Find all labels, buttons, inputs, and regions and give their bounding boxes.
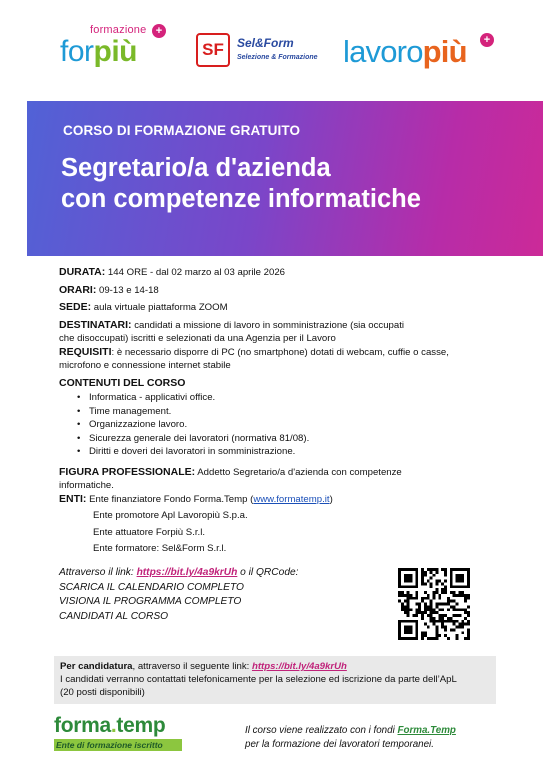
orari-value: 09-13 e 14-18 [96, 284, 159, 296]
requisiti-label: REQUISITI [59, 345, 112, 358]
course-info [59, 266, 519, 556]
enti-row [59, 493, 519, 507]
destinatari-row [59, 319, 519, 333]
qr-code-icon[interactable] [398, 568, 470, 640]
sede-label: SEDE: [59, 301, 92, 313]
footer-line2: per la formazione dei lavoratori temporanei. [245, 738, 434, 750]
destinatari-value1: candidati a missione di lavoro in somministrazione (sia occupati [131, 319, 405, 331]
sede-value: aula virtuale piattaforma ZOOM [91, 302, 228, 313]
figura-row [59, 466, 519, 480]
figura-value2: informatiche. [59, 480, 114, 491]
requisiti-row [59, 346, 519, 360]
course-banner [27, 101, 543, 256]
lavoropiu-plus-icon: + [480, 33, 494, 47]
selform-subtitle: Selezione & Formazione [237, 54, 318, 61]
orari-row [59, 284, 519, 298]
requisiti-value2: microfono e connessione internet stabile [59, 360, 231, 371]
list-item: • Organizzazione lavoro. [77, 418, 519, 432]
formatemp-word2: temp [116, 714, 166, 737]
candidatura-line1 [60, 660, 490, 673]
calendario-line: SCARICA IL CALENDARIO COMPLETO [59, 581, 244, 593]
forpiu-plus-icon: + [152, 24, 166, 38]
attraverso-line [59, 566, 298, 581]
attraverso-link[interactable]: https://bit.ly/4a9krUh [136, 567, 238, 578]
forpiu-part1: for [60, 35, 94, 68]
destinatari-label: DESTINATARI: [59, 318, 132, 331]
lavoropiu-part2: più [422, 34, 467, 69]
candidatura-box [54, 656, 496, 704]
list-item: • Diritti e doveri dei lavoratori in somministrazione. [77, 445, 519, 459]
ente-formatore: Ente formatore: Sel&Form S.r.l. [93, 543, 227, 554]
contenuti-list [77, 391, 519, 459]
list-item: • Informatica - applicativi office. [77, 391, 519, 405]
programma-line: VISIONA IL PROGRAMMA COMPLETO [59, 596, 242, 608]
enti-label: ENTI: [59, 492, 87, 505]
durata-value: 144 ORE - dal 02 marzo al 03 aprile 2026 [105, 267, 285, 278]
footer-line1 [245, 724, 456, 738]
sede-row [59, 301, 519, 315]
candidatura-line3: (20 posti disponibili) [60, 687, 145, 698]
attraverso-suffix: o il QRCode: [237, 567, 299, 578]
banner-kicker: CORSO DI FORMAZIONE GRATUITO [63, 123, 301, 138]
requisiti-value1: : è necessario disporre di PC (no smartphone) dotati di webcam, cuffie o casse, [111, 346, 449, 358]
attraverso-prefix: Attraverso il link: [59, 567, 137, 578]
footer-text-prefix: Il corso viene realizzato con i fondi [245, 725, 398, 736]
forpiu-logo [60, 24, 172, 76]
banner-title [61, 153, 421, 215]
formatemp-link[interactable]: www.formatemp.it [253, 493, 330, 505]
figura-label: FIGURA PROFESSIONALE: [59, 465, 196, 478]
candidatura-link[interactable]: https://bit.ly/4a9krUh [251, 661, 347, 672]
enti-value: Ente finanziatore Fondo Forma.Temp ( [86, 493, 254, 505]
orari-label: ORARI: [59, 283, 97, 296]
ente-attuatore: Ente attuatore Forpiù S.r.l. [93, 526, 205, 538]
forpiu-logo-small: formazione [90, 24, 147, 36]
candidatura-line2: I candidati verranno contattati telefonicamente per la selezione ed iscrizione da parte dell’ApL [60, 674, 457, 685]
list-item: • Sicurezza generale dei lavoratori (normativa 81/08). [77, 432, 519, 446]
candidatura-label: Per candidatura [60, 661, 133, 672]
destinatari-value2: che disoccupati) iscritti e selezionati da una Agenzia per il Lavoro [59, 333, 336, 344]
candidatura-text: , attraverso il seguente link: [132, 661, 252, 672]
formatemp-tagline: Ente di formazione iscritto [54, 739, 182, 751]
footer-text [245, 724, 456, 751]
lavoropiu-wordmark [343, 33, 467, 71]
forpiu-logo-wordmark [60, 34, 137, 70]
contenuti-title: CONTENUTI DEL CORSO [59, 376, 186, 389]
banner-title-line2: con competenze informatiche [61, 185, 421, 213]
formatemp-fund-link[interactable]: Forma.Temp [397, 725, 456, 736]
durata-row [59, 266, 519, 280]
selform-name: Sel&Form [237, 36, 294, 50]
ente-promotore: Ente promotore Apl Lavoropiù S.p.a. [93, 510, 248, 521]
enti-close: ) [329, 493, 333, 505]
lavoropiu-part1: lavoro [343, 34, 423, 69]
attraverso-block [59, 566, 298, 624]
selform-logo [196, 33, 326, 69]
formatemp-logo [54, 714, 184, 754]
formatemp-dot: . [110, 714, 117, 737]
candidati-line: CANDIDATI AL CORSO [59, 610, 169, 622]
banner-title-line1: Segretario/a d'azienda [61, 154, 331, 182]
figura-value1: Addetto Segretario/a d'azienda con competenze [195, 466, 402, 478]
lavoropiu-logo [343, 33, 493, 77]
durata-label: DURATA: [59, 266, 106, 278]
formatemp-wordmark [54, 714, 165, 738]
formatemp-word1: forma [54, 714, 111, 737]
list-item: • Time management. [77, 405, 519, 419]
forpiu-part2: più [93, 35, 138, 68]
selform-box-icon: SF [196, 33, 230, 67]
